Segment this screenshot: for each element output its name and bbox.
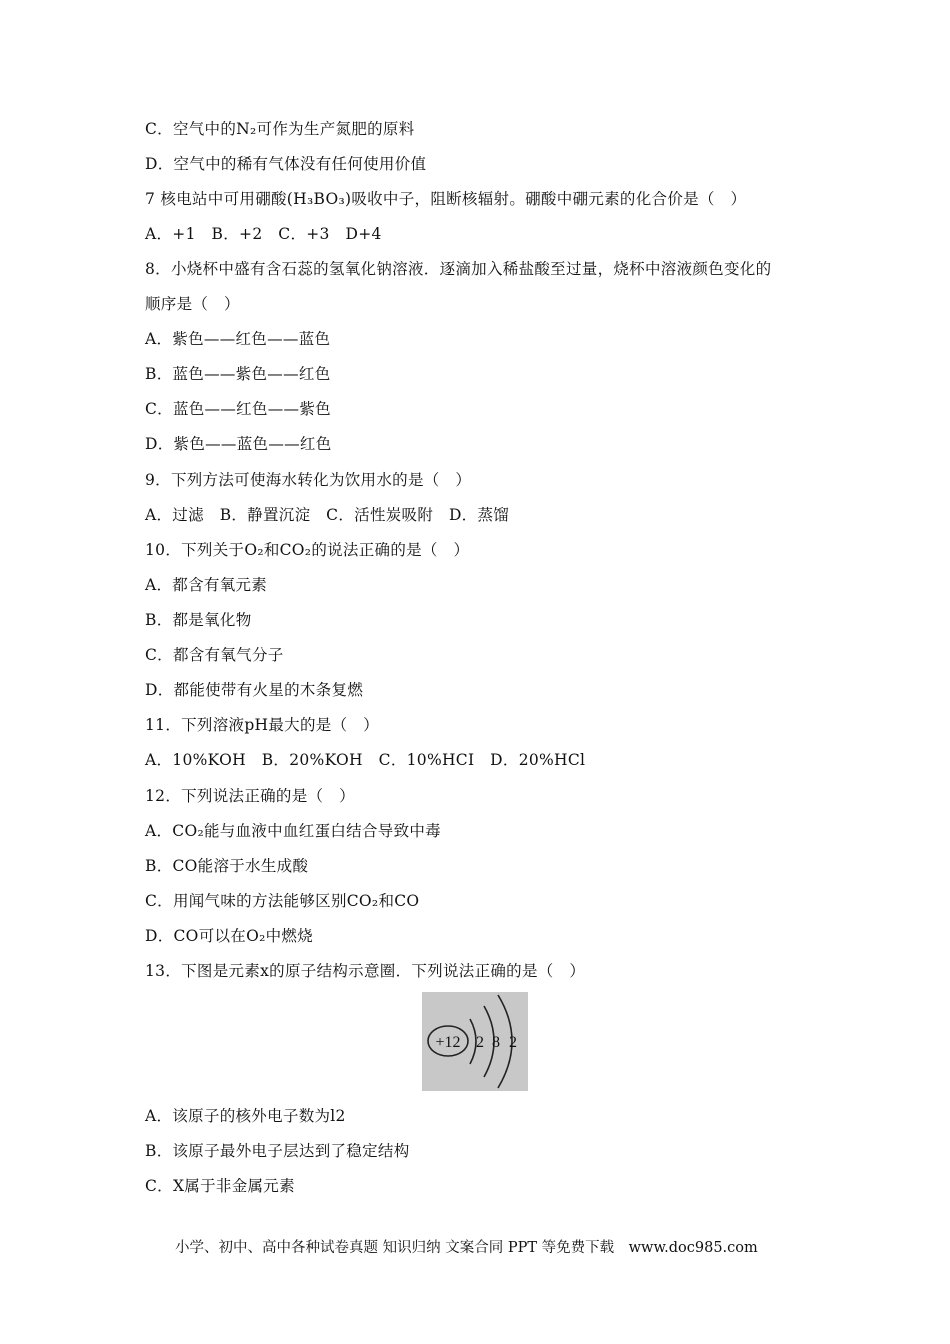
option-text: A．紫色——红色——蓝色 <box>145 330 331 348</box>
question-text: 10．下列关于O₂和CO₂的说法正确的是（ ） <box>145 541 470 559</box>
page-footer: 小学、初中、高中各种试卷真题 知识归纳 文案合同 PPT 等免费下载 www.doc985.com <box>175 1240 758 1256</box>
option-text: C．用闻气味的方法能够区别CO₂和CO <box>145 892 420 910</box>
shell-3-count: 2 <box>509 1034 517 1051</box>
option-text: A．该原子的核外电子数为l2 <box>145 1107 346 1125</box>
option-text: C．空气中的N₂可作为生产氮肥的原料 <box>145 120 415 138</box>
question-text: 7 核电站中可用硼酸(H₃BO₃)吸收中子，阻断核辐射。硼酸中硼元素的化合价是（ ） <box>145 190 747 208</box>
option-text: B．都是氧化物 <box>145 611 252 629</box>
option-text: B．蓝色——紫色——红色 <box>145 365 331 383</box>
atomic-structure-svg <box>422 992 528 1091</box>
atomic-structure-diagram <box>422 992 528 1091</box>
option-text: C．X属于非金属元素 <box>145 1177 295 1195</box>
nucleus-charge: +12 <box>435 1034 461 1051</box>
option-text: D．CO可以在O₂中燃烧 <box>145 927 314 945</box>
option-text: A．CO₂能与血液中血红蛋白结合导致中毒 <box>145 822 441 840</box>
question-text: 顺序是（ ） <box>145 295 240 313</box>
option-text: A．10%KOH B．20%KOH C．10%HCI D．20%HCl <box>145 751 586 769</box>
option-text: A．+1 B．+2 C．+3 D+4 <box>145 225 382 243</box>
option-text: D．空气中的稀有气体没有任何使用价值 <box>145 155 427 173</box>
question-text: 8．小烧杯中盛有含石蕊的氢氧化钠溶液．逐滴加入稀盐酸至过量，烧杯中溶液颜色变化的 <box>145 260 772 278</box>
option-text: C．蓝色——红色——紫色 <box>145 400 331 418</box>
shell-2-count: 8 <box>492 1034 500 1051</box>
option-text: A．都含有氧元素 <box>145 576 268 594</box>
option-text: B．该原子最外电子层达到了稳定结构 <box>145 1142 410 1160</box>
question-text: 9．下列方法可使海水转化为饮用水的是（ ） <box>145 471 472 489</box>
option-text: A．过滤 B．静置沉淀 C．活性炭吸附 D．蒸馏 <box>145 506 510 524</box>
option-text: D．紫色——蓝色——红色 <box>145 435 332 453</box>
shell-1-count: 2 <box>476 1034 484 1051</box>
question-text: 13．下图是元素x的原子结构示意圈．下列说法正确的是（ ） <box>145 962 586 980</box>
option-text: B．CO能溶于水生成酸 <box>145 857 309 875</box>
option-text: C．都含有氧气分子 <box>145 646 284 664</box>
question-text: 11．下列溶液pH最大的是（ ） <box>145 716 379 734</box>
option-text: D．都能使带有火星的木条复燃 <box>145 681 364 699</box>
question-text: 12．下列说法正确的是（ ） <box>145 787 355 805</box>
